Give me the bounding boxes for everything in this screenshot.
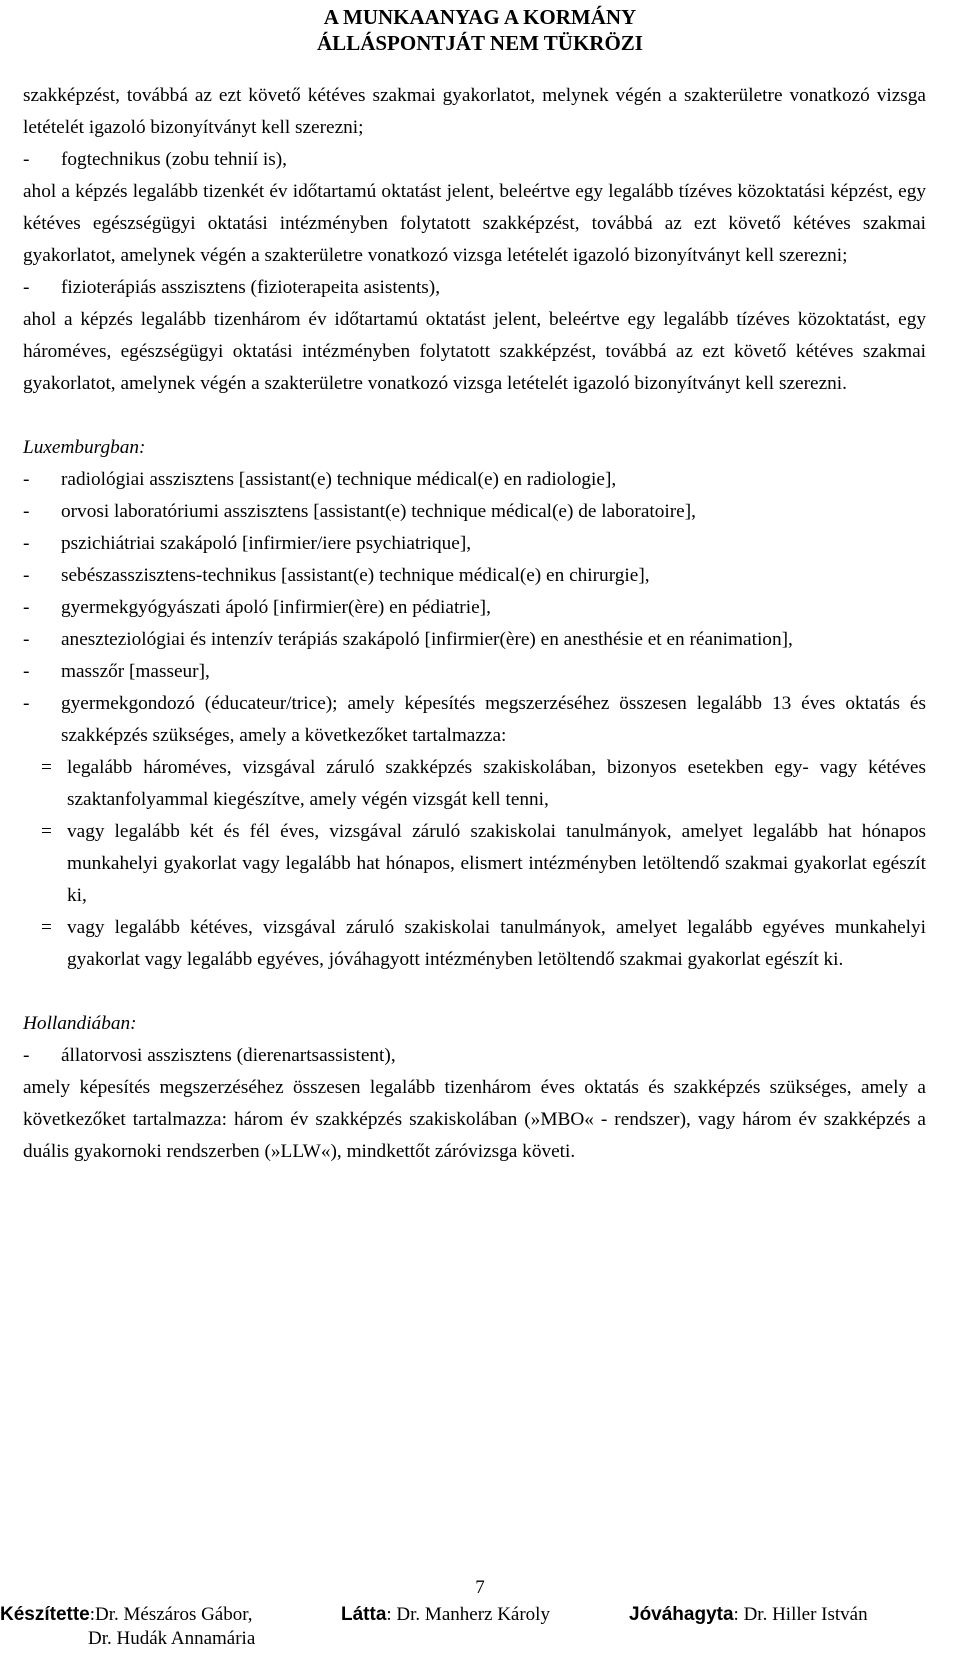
dash-marker: - (23, 277, 30, 298)
made-by-label: Készítette (0, 1604, 90, 1625)
list-item (23, 464, 926, 496)
list-item-text: aneszteziológiai és intenzív terápiás szakápoló [infirmier(ère) en anesthésie et en réanimation], (61, 629, 793, 650)
equals-marker: = (41, 757, 52, 778)
made-by-value: :Dr. Mészáros Gábor, (89, 1604, 253, 1625)
dash-marker: - (23, 1045, 30, 1066)
list-item-text: sebészasszisztens-technikus [assistant(e) technique médical(e) en chirurgie], (61, 565, 650, 586)
list-item-text: radiológiai asszisztens [assistant(e) technique médical(e) en radiologie], (61, 469, 617, 490)
list-item-fizioterapias (23, 272, 926, 304)
sub-list-item (23, 816, 926, 912)
paragraph-3: ahol a képzés legalább tizenhárom év időtartamú oktatást jelent, beleértve egy legalább tízéves közoktatást, egy hároméves, egészségügyi oktatási intézményben folytatott szakképzést, továbbá az ezt követő kétéves szakmai gyakorlatot, amelynek végén a szakterületre vonatkozó vizsga letételét igazoló bizonyítványt kell szerezni. (23, 309, 926, 394)
list-item (23, 624, 926, 656)
header-line-2: ÁLLÁSPONTJÁT NEM TÜKRÖZI (317, 31, 643, 55)
dash-marker: - (23, 693, 30, 714)
approved-by-value: : Dr. Hiller István (733, 1604, 868, 1625)
watermark-header (0, 4, 960, 56)
footer-approved-by (629, 1603, 868, 1627)
dash-marker: - (23, 469, 30, 490)
list-item (23, 688, 926, 752)
list-item-fogtechnikus (23, 144, 926, 176)
list-item-text: masszőr [masseur], (61, 661, 210, 682)
dash-marker: - (23, 501, 30, 522)
list-item-allatorvosi (23, 1040, 926, 1072)
list-item-text: fizioterápiás asszisztens (fizioterapeita asistents), (61, 277, 441, 298)
list-item-text: állatorvosi asszisztens (dierenartsassistent), (61, 1045, 396, 1066)
dash-marker: - (23, 149, 30, 170)
paragraph-2: ahol a képzés legalább tizenkét év időtartamú oktatást jelent, beleértve egy legalább tízéves közoktatási képzést, egy kétéves egészségügyi oktatási intézményben folytatott szakképzést, továbbá az ezt követő kétéves szakmai gyakorlatot, amelynek végén a szakterületre vonatkozó vizsga letételét igazoló bizonyítványt kell szerezni; (23, 181, 926, 266)
equals-marker: = (41, 821, 52, 842)
sub-list-item-text: legalább hároméves, vizsgával záruló szakképzés szakiskolában, bizonyos esetekben egy- vagy kétéves szaktanfolyammal kiegészítve, amely végén vizsgát kell tenni, (67, 757, 926, 810)
list-item (23, 560, 926, 592)
list-item-text: gyermekgondozó (éducateur/trice); amely képesítés megszerzéséhez összesen legalább 13 éves oktatás és szakképzés szükséges, amely a következőket tartalmazza: (61, 693, 926, 746)
dash-marker: - (23, 565, 30, 586)
footer-made-by (0, 1603, 255, 1651)
list-item (23, 496, 926, 528)
approved-by-label: Jóváhagyta (629, 1604, 734, 1625)
paragraph-netherlands: amely képesítés megszerzéséhez összesen legalább tizenhárom éves oktatás és szakképzés szükséges, amely a következőket tartalmazza: három év szakképzés szakiskolában (»MBO« - rendszer), vagy három év szakképzés a duális gyakornoki rendszerben (»LLW«), mindkettőt záróvizsga követi. (23, 1077, 926, 1162)
seen-by-value: : Dr. Manherz Károly (386, 1604, 550, 1625)
sub-list-item-text: vagy legalább két és fél éves, vizsgával záruló szakiskolai tanulmányok, amelyet legalább hat hónapos munkahelyi gyakorlat vagy legalább hat hónapos, elismert intézményben letöltendő szakmai gyakorlat egészít ki, (67, 821, 926, 906)
document-body (23, 80, 926, 1168)
sub-list-item-text: vagy legalább kétéves, vizsgával záruló szakiskolai tanulmányok, amelyet legalább egyéves munkahelyi gyakorlat vagy legalább egyéves, jóváhagyott intézményben letöltendő szakmai gyakorlat egészít ki. (67, 917, 926, 970)
list-item-text: gyermekgyógyászati ápoló [infirmier(ère) en pédiatrie], (61, 597, 491, 618)
dash-marker: - (23, 661, 30, 682)
list-item-text: pszichiátriai szakápoló [infirmier/iere psychiatrique], (61, 533, 472, 554)
list-item (23, 592, 926, 624)
sub-list-item (23, 912, 926, 976)
dash-marker: - (23, 533, 30, 554)
dash-marker: - (23, 597, 30, 618)
dash-marker: - (23, 629, 30, 650)
made-by-value-2: Dr. Hudák Annamária (88, 1628, 256, 1649)
section-heading-netherlands: Hollandiában: (23, 1013, 137, 1034)
paragraph-1: szakképzést, továbbá az ezt követő kétéves szakmai gyakorlatot, melynek végén a szakterületre vonatkozó vizsga letételét igazoló bizonyítványt kell szerezni; (23, 85, 926, 138)
header-line-1: A MUNKAANYAG A KORMÁNY (323, 5, 637, 29)
list-item (23, 528, 926, 560)
list-item-text: fogtechnikus (zobu tehnií is), (61, 149, 287, 170)
section-heading-luxembourg: Luxemburgban: (23, 437, 146, 458)
page-number: 7 (475, 1577, 485, 1598)
list-item (23, 656, 926, 688)
list-item-text: orvosi laboratóriumi asszisztens [assistant(e) technique médical(e) de laboratoire], (61, 501, 696, 522)
sub-list-item (23, 752, 926, 816)
seen-by-label: Látta (341, 1604, 387, 1625)
footer-seen-by (341, 1603, 550, 1627)
equals-marker: = (41, 917, 52, 938)
